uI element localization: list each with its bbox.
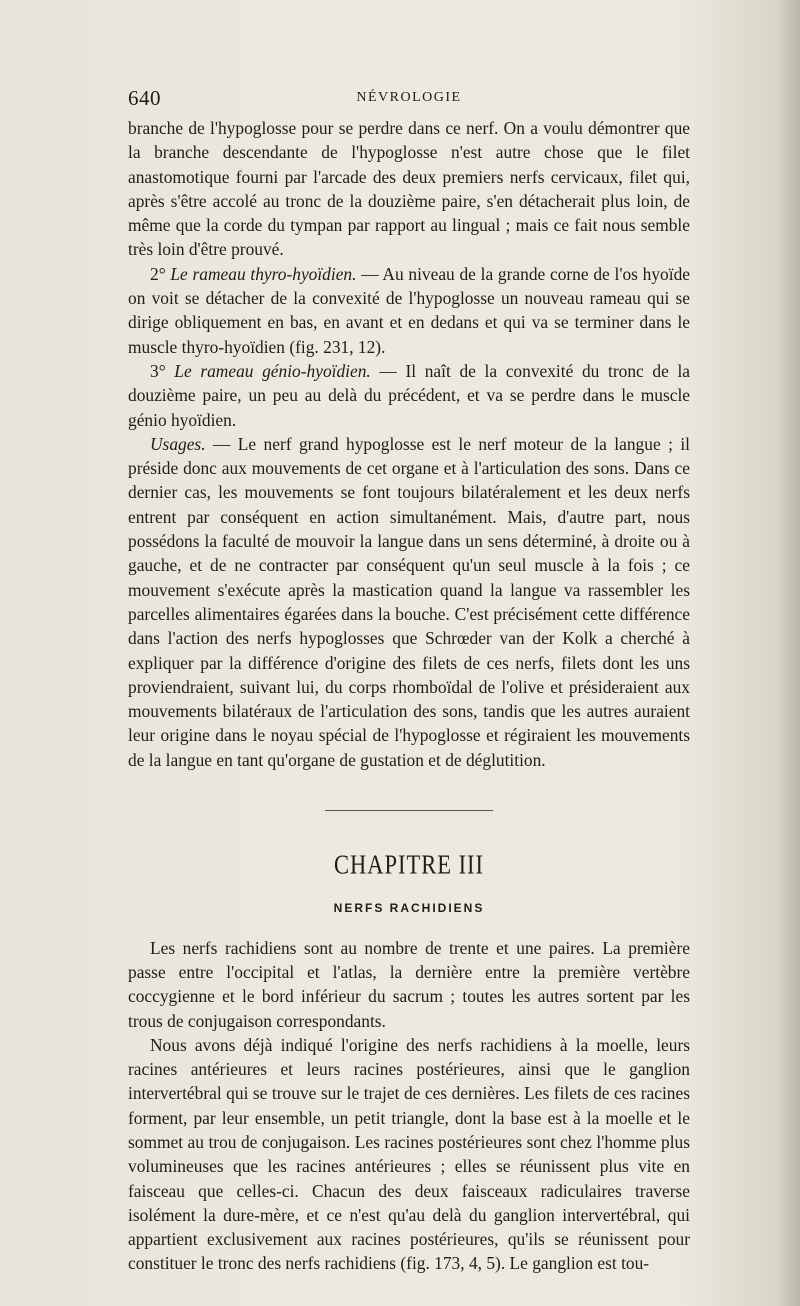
page-number: 640	[128, 86, 161, 110]
running-title: NÉVROLOGIE	[356, 90, 462, 105]
heading-usages: Usages.	[150, 433, 206, 454]
chapter-title: CHAPITRE III	[333, 849, 485, 880]
paragraph-genio-hyoidien: 3° Le rameau génio-hyoïdien. — Il naît de la convexité du tronc de la douzième paire, un peu au delà du précédent, et va se perdre dans le muscle génio hyoïdien.	[128, 360, 690, 430]
paragraph-thyro-hyoidien: 2° Le rameau thyro-hyoïdien. — Au niveau de la grande corne de l'os hyoïde on voit se détacher de la convexité de l'hypoglosse un nouveau rameau qui se dirige obliquement en bas, en avant et en dedans et qui va se terminer dans le muscle thyro-hyoïdien (fig. 231, 12).	[128, 263, 690, 357]
paragraph-continuation: branche de l'hypoglosse pour se perdre dans ce nerf. On a voulu démontrer que la branche descendante de l'hypoglosse n'est autre chose que le filet anastomotique fourni par l'arcade des deux premiers nerfs cervicaux, filet qui, après s'être accolé au tronc de la douzième paire, s'en détacherait plus loin, de même que la corde du tympan par rapport au lingual ; mais ce fait nous semble très loin d'être prouvé.	[128, 118, 690, 260]
section-divider	[325, 810, 493, 811]
paragraph-nerfs-rachidiens-2: Nous avons déjà indiqué l'origine des nerfs rachidiens à la moelle, leurs racines antérieures et leurs racines postérieures, ainsi que le ganglion intervertébral qui se trouve sur le trajet de ces dernières. Les filets de ces racines forment, par leur ensemble, un petit triangle, dont la base est à la moelle et le sommet au trou de conjugaison. Les racines postérieures sont chez l'homme plus volumineuses que les racines antérieures ; elles se réunissent plus vite en faisceau que celles-ci. Chacun des deux faisceaux radiculaires traverse isolément la dure-mère, et ce n'est qu'au delà du ganglion intervertébral, qui appartient exclusivement aux racines postérieures, qu'ils se réunissent pour constituer le tronc des nerfs rachidiens (fig. 173, 4, 5). Le ganglion est tou-	[128, 1034, 690, 1274]
heading-genio-hyoidien: Le rameau génio-hyoïdien.	[174, 360, 371, 381]
paragraph-usages: Usages. — Le nerf grand hypoglosse est le nerf moteur de la langue ; il préside donc aux mouvements de cet organe et à l'articulation des sons. Dans ce dernier cas, les mouvements se font toujours bilatéralement et les deux nerfs entrent par conséquent en action simultanément. Mais, d'autre part, nous possédons la faculté de mouvoir la langue dans un sens déterminé, à droite ou à gauche, et de ne contracter par conséquent qu'un seul muscle à la fois ; ce mouvement s'exécute après la mastication quand la langue va rassembler les parcelles alimentaires égarées dans la bouche. C'est précisément cette différence dans l'action des nerfs hypoglosses que Schrœder van der Kolk a cherché à expliquer par la différence d'origine des filets de ces nerfs, filets dont les uns proviendraient, suivant lui, du corps rhomboïdal de l'olive et présideraient aux mouvements bilatéraux de l'articulation des sons, tandis que les autres auraient leur origine dans le noyau spécial de l'hypoglosse et régiraient les mouvements de la langue en tant qu'organe de gustation et de déglutition.	[128, 433, 690, 770]
heading-thyro-hyoidien: Le rameau thyro-hyoïdien.	[170, 263, 357, 284]
paragraph-nerfs-rachidiens-1: Les nerfs rachidiens sont au nombre de trente et une paires. La première passe entre l'occipital et l'atlas, la dernière entre la première vertèbre coccygienne et le bord inférieur du sacrum ; toutes les autres sortent par les trous de conjugaison correspondants.	[128, 937, 690, 1031]
page-body	[128, 116, 690, 1276]
chapter-subtitle: NERFS RACHIDIENS	[333, 901, 485, 916]
page-header	[128, 86, 690, 110]
